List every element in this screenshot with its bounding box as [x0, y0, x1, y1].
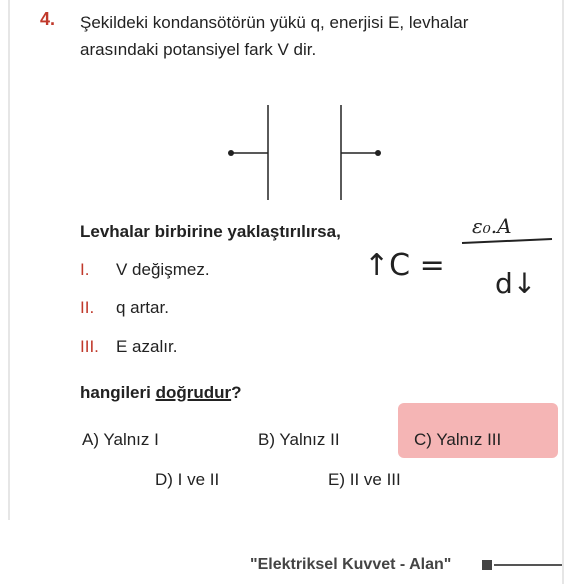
- option-a[interactable]: A) Yalnız I: [82, 430, 159, 449]
- handwritten-capacitance: ↑C =: [364, 248, 445, 283]
- statement-1: [80, 260, 210, 280]
- statement-2-number: II.: [80, 298, 95, 317]
- capacitor-right-terminal: [375, 150, 381, 156]
- question-ask: [80, 383, 242, 403]
- ask-underlined-word: doğrudur: [155, 383, 232, 402]
- handwritten-denominator: d↓: [495, 267, 537, 300]
- capacitor-left-terminal: [228, 150, 234, 156]
- footer-square-icon: [482, 560, 492, 570]
- left-margin-rule: [8, 0, 10, 520]
- right-margin-rule: [562, 0, 564, 584]
- statement-2: [80, 298, 169, 318]
- statement-3-number: III.: [80, 337, 99, 356]
- statement-3: [80, 337, 177, 357]
- question-text: Şekildeki kondansötörün yükü q, enerjisi E, levhalar arasındaki potansiyel fark V dir.: [80, 13, 469, 59]
- handwritten-fraction-bar: [462, 239, 552, 243]
- statement-3-text: E azalır.: [116, 337, 178, 356]
- ask-suffix: ?: [231, 383, 242, 402]
- question-number: 4.: [40, 9, 56, 29]
- option-e[interactable]: E) II ve III: [328, 470, 401, 489]
- capacitor-diagram: [220, 100, 390, 210]
- option-d[interactable]: D) I ve II: [155, 470, 220, 489]
- footer-chapter-title: "Elektriksel Kuvvet - Alan": [250, 556, 452, 573]
- footer-rule: [494, 564, 562, 566]
- condition-prompt: Levhalar birbirine yaklaştırılırsa,: [80, 222, 341, 241]
- statement-2-text: q artar.: [116, 298, 169, 317]
- statement-1-text: V değişmez.: [116, 260, 210, 279]
- statement-1-number: I.: [80, 260, 90, 279]
- option-c[interactable]: C) Yalnız III: [414, 430, 502, 449]
- ask-prefix: hangileri: [80, 383, 156, 402]
- option-b[interactable]: B) Yalnız II: [258, 430, 340, 449]
- handwritten-formula: [360, 205, 560, 315]
- handwritten-numerator: ε₀.A: [472, 214, 512, 238]
